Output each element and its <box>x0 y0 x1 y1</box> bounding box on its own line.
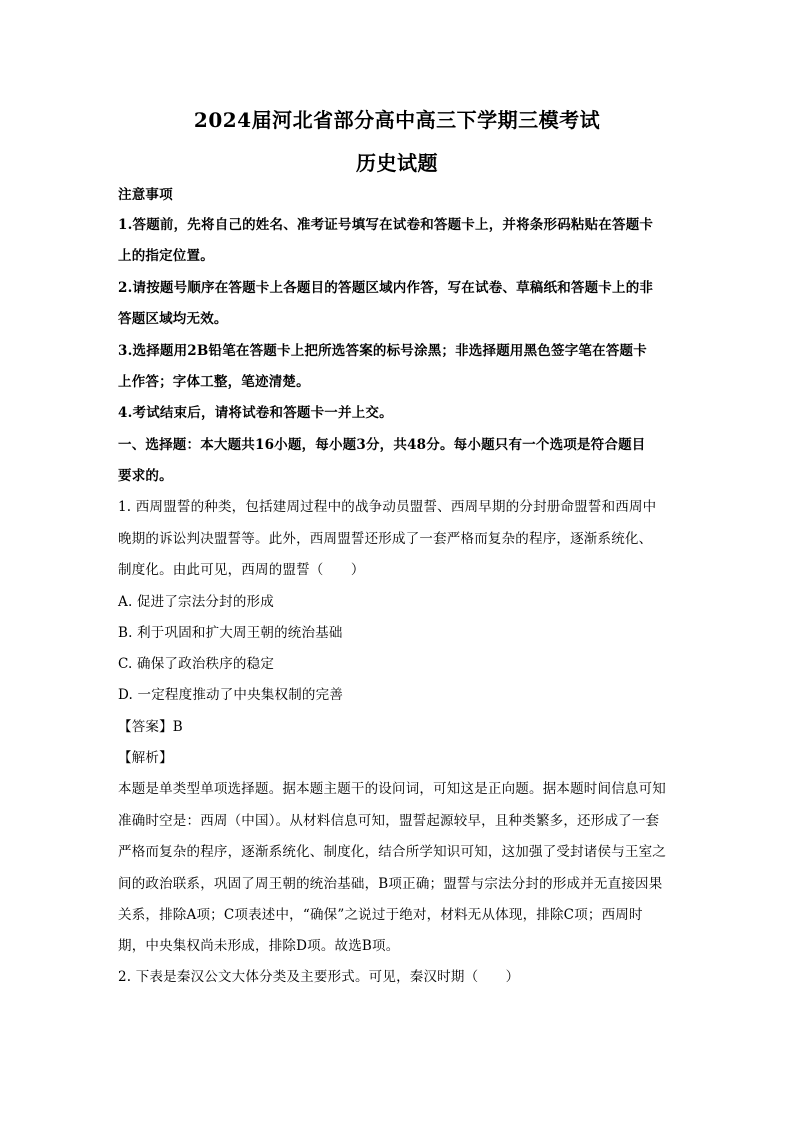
note-1-line-2: 上的指定位置。 <box>118 248 214 264</box>
question-1-analysis-line-3: 严格而复杂的程序，逐渐系统化、制度化，结合所学知识可知，这加强了受封诸侯与王室之 <box>118 844 666 860</box>
note-2-line-1: 2.请按题号顺序在答题卡上各题目的答题区域内作答，写在试卷、草稿纸和答题卡上的非 <box>118 280 654 296</box>
note-4: 4.考试结束后，请将试卷和答题卡一并上交。 <box>118 405 393 421</box>
question-1-stem-line-1: 1. 西周盟誓的种类，包括建周过程中的战争动员盟誓、西周早期的分封册命盟誓和西周中 <box>118 499 657 515</box>
question-1-option-d: D. 一定程度推动了中央集权制的完善 <box>118 687 344 703</box>
question-1-stem-line-3: 制度化。由此可见，西周的盟誓（ ） <box>118 562 365 578</box>
note-3-line-2: 上作答；字体工整，笔迹清楚。 <box>118 374 310 390</box>
question-1-analysis-line-5: 关系，排除A项；C项表述中，“确保”之说过于绝对，材料无从体现，排除C项；西周时 <box>118 907 643 923</box>
question-1-stem-line-2: 晚期的诉讼判决盟誓等。此外，西周盟誓还形成了一套严格而复杂的程序，逐渐系统化、 <box>118 531 653 547</box>
question-1-option-a: A. 促进了宗法分封的形成 <box>118 594 274 610</box>
section-1-heading-line-1: 一、选择题：本大题共16小题，每小题3分，共48分。每小题只有一个选项是符合题目 <box>118 437 646 453</box>
notes-heading: 注意事项 <box>118 187 173 203</box>
question-1-analysis-line-4: 间的政治联系，巩固了周王朝的统治基础，B项正确；盟誓与宗法分封的形成并无直接因果 <box>118 876 663 892</box>
question-2-stem-line-1: 2. 下表是秦汉公文大体分类及主要形式。可见，秦汉时期（ ） <box>118 969 520 985</box>
question-1-analysis-line-6: 期，中央集权尚未形成，排除D项。故选B项。 <box>118 938 400 954</box>
question-1-answer: 【答案】B <box>118 719 183 735</box>
note-1-line-1: 1.答题前，先将自己的姓名、准考证号填写在试卷和答题卡上，并将条形码粘贴在答题卡 <box>118 217 654 233</box>
section-1-heading-line-2: 要求的。 <box>118 468 173 484</box>
question-1-analysis-line-1: 本题是单类型单项选择题。据本题主题干的设问词，可知这是正向题。据本题时间信息可知 <box>118 781 666 797</box>
exam-subject-title: 历史试题 <box>356 151 438 175</box>
question-1-analysis-line-2: 准确时空是：西周（中国）。从材料信息可知，盟誓起源较早，且种类繁多，还形成了一套 <box>118 813 660 829</box>
note-2-line-2: 答题区域均无效。 <box>118 311 228 327</box>
question-1-analysis-heading: 【解析】 <box>118 750 173 766</box>
note-3-line-1: 3.选择题用2B铅笔在答题卡上把所选答案的标号涂黑；非选择题用黑色签字笔在答题卡 <box>118 343 647 359</box>
question-1-option-c: C. 确保了政治秩序的稳定 <box>118 656 275 672</box>
question-1-option-b: B. 利于巩固和扩大周王朝的统治基础 <box>118 625 343 641</box>
exam-title: 2024届河北省部分高中高三下学期三模考试 <box>193 108 601 132</box>
